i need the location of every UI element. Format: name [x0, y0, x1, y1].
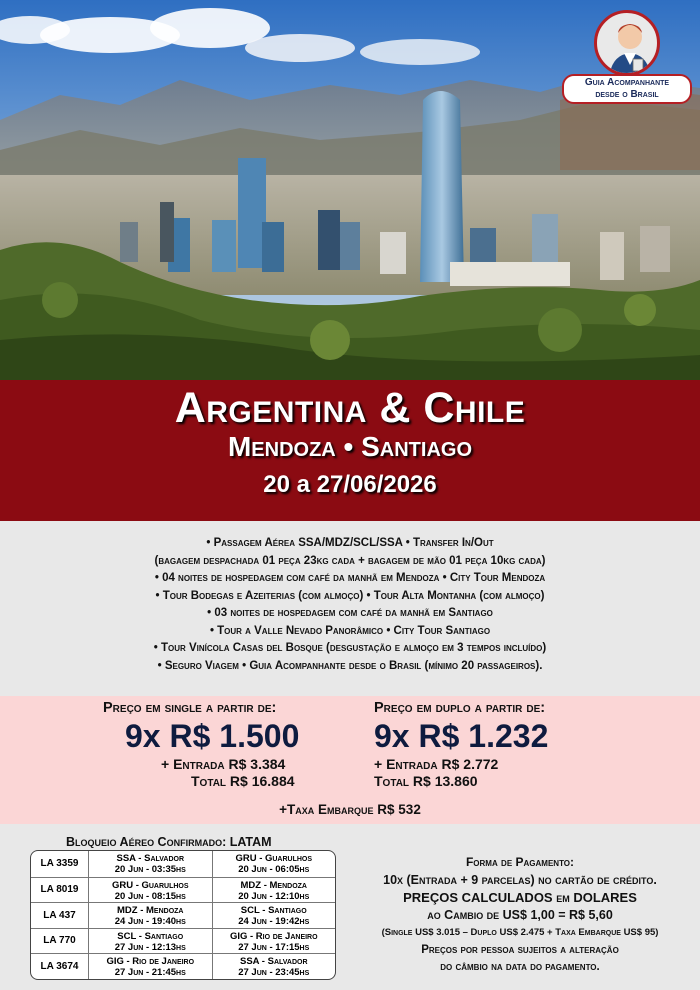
inclusion-line: • Tour Vinícola Casas del Bosque (desgustação e almoço em 3 tempos incluído)	[153, 642, 547, 654]
arrival-city: GIG - Rio de Janeiro	[229, 930, 318, 942]
badge-line-2: desde o Brasil	[595, 89, 659, 100]
arrival-time: 27 Jun - 17:15hs	[238, 941, 310, 953]
payment-line: 10x (Entrada + 9 parcelas) no cartão de crédito.	[383, 872, 657, 887]
flights-table	[30, 850, 336, 980]
departure-city: SSA - Salvador	[116, 853, 185, 864]
table-row	[31, 928, 335, 954]
departure-city: MDZ - Mendoza	[117, 905, 184, 916]
inclusion-line: • 04 noites de hospedagem com café da manhã em Mendoza • City Tour Mendoza	[154, 572, 546, 584]
inclusion-line: • Passagem Aérea SSA/MDZ/SCL/SSA • Transfer In/Out	[206, 537, 494, 549]
payment-line: do câmbio na data do pagamento.	[440, 961, 600, 973]
flight-code: LA 437	[31, 903, 89, 928]
price-single-total: Total R$ 16.884	[191, 773, 295, 789]
arrival-time: 20 Jun - 06:05hs	[238, 864, 310, 875]
badge-line-1: Guia Acompanhante	[584, 77, 670, 88]
flight-arrival	[213, 903, 336, 928]
price-double	[374, 700, 548, 790]
bottom-panel	[0, 824, 700, 990]
price-double-total: Total R$ 13.860	[374, 773, 478, 789]
departure-city: GRU - Guarulhos	[111, 879, 189, 891]
flight-departure	[89, 878, 213, 903]
table-row	[31, 902, 335, 928]
flight-departure	[89, 954, 213, 979]
inclusions-panel	[0, 521, 700, 696]
title-band	[0, 380, 700, 521]
travel-dates: 20 a 27/06/2026	[263, 471, 437, 498]
inclusion-line: • Tour a Valle Nevado Panorâmico • City Tour Santiago	[209, 624, 491, 637]
payment-line: ao Cambio de US$ 1,00 = R$ 5,60	[427, 907, 613, 922]
flight-arrival	[213, 878, 336, 903]
page-title: Argentina & Chile	[174, 384, 526, 432]
payment-info	[350, 854, 690, 977]
arrival-city: GRU - Guarulhos	[235, 853, 313, 864]
payment-line: Preços por pessoa sujeitos a alteração	[421, 943, 619, 956]
table-row	[31, 851, 335, 877]
flight-code: LA 3674	[31, 954, 89, 979]
departure-time: 24 Jun - 19:40hs	[114, 916, 186, 927]
payment-line: (Single US$ 3.015 – Duplo US$ 2.475 + Taxa Embarque US$ 95)	[381, 927, 659, 938]
flight-departure	[89, 903, 213, 928]
price-single	[103, 700, 299, 790]
inclusion-line: • Tour Bodegas e Azeiterias (com almoço) • Tour Alta Montanha (com almoço)	[155, 589, 545, 602]
price-single-label: Preço em single a partir de:	[103, 700, 277, 716]
flight-arrival	[213, 929, 336, 954]
guide-badge-label	[562, 74, 692, 104]
arrival-time: 20 Jun - 12:10hs	[238, 890, 310, 902]
price-single-entry: + Entrada R$ 3.384	[161, 756, 286, 772]
flight-code: LA 770	[31, 929, 89, 954]
payment-line: PREÇOS CALCULADOS em DOLARES	[403, 890, 637, 905]
boarding-tax: +Taxa Embarque R$ 532	[279, 802, 421, 817]
flight-departure	[89, 851, 213, 877]
flight-arrival	[213, 851, 336, 877]
inclusion-line: • 03 noites de hospedagem com café da manhã em Santiago	[207, 607, 493, 619]
departure-time: 20 Jun - 03:35hs	[114, 864, 186, 875]
arrival-city: SCL - Santiago	[240, 905, 307, 916]
table-row	[31, 877, 335, 903]
departure-time: 20 Jun - 08:15hs	[114, 890, 186, 902]
departure-time: 27 Jun - 12:13hs	[114, 941, 186, 953]
departure-time: 27 Jun - 21:45hs	[114, 967, 186, 978]
guide-avatar-icon	[594, 10, 660, 76]
departure-city: SCL - Santiago	[117, 930, 184, 942]
cities-subtitle: Mendoza • Santiago	[227, 431, 473, 462]
flight-arrival	[213, 954, 336, 979]
payment-title: Forma de Pagamento:	[465, 855, 575, 869]
flight-code: LA 8019	[31, 878, 89, 903]
table-row	[31, 953, 335, 979]
departure-city: GIG - Rio de Janeiro	[106, 956, 195, 967]
price-double-entry: + Entrada R$ 2.772	[374, 756, 499, 772]
inclusion-line: (bagagem despachada 01 peça 23kg cada + bagagem de mão 01 peça 10kg cada)	[154, 554, 546, 567]
price-single-installments: 9x R$ 1.500	[125, 718, 300, 754]
arrival-city: SSA - Salvador	[239, 956, 308, 967]
flight-code: LA 3359	[31, 851, 89, 877]
price-double-label: Preço em duplo a partir de:	[374, 700, 546, 716]
guide-badge	[562, 10, 692, 104]
arrival-city: MDZ - Mendoza	[240, 879, 307, 891]
price-double-installments: 9x R$ 1.232	[374, 718, 549, 754]
flight-departure	[89, 929, 213, 954]
flights-title: Bloqueio Aéreo Confirmado: LATAM	[66, 835, 272, 849]
prices-panel	[0, 696, 700, 824]
inclusion-line: • Seguro Viagem • Guia Acompanhante desde o Brasil (mínimo 20 passageiros).	[157, 659, 543, 672]
arrival-time: 27 Jun - 23:45hs	[238, 967, 310, 978]
arrival-time: 24 Jun - 19:42hs	[238, 916, 310, 927]
